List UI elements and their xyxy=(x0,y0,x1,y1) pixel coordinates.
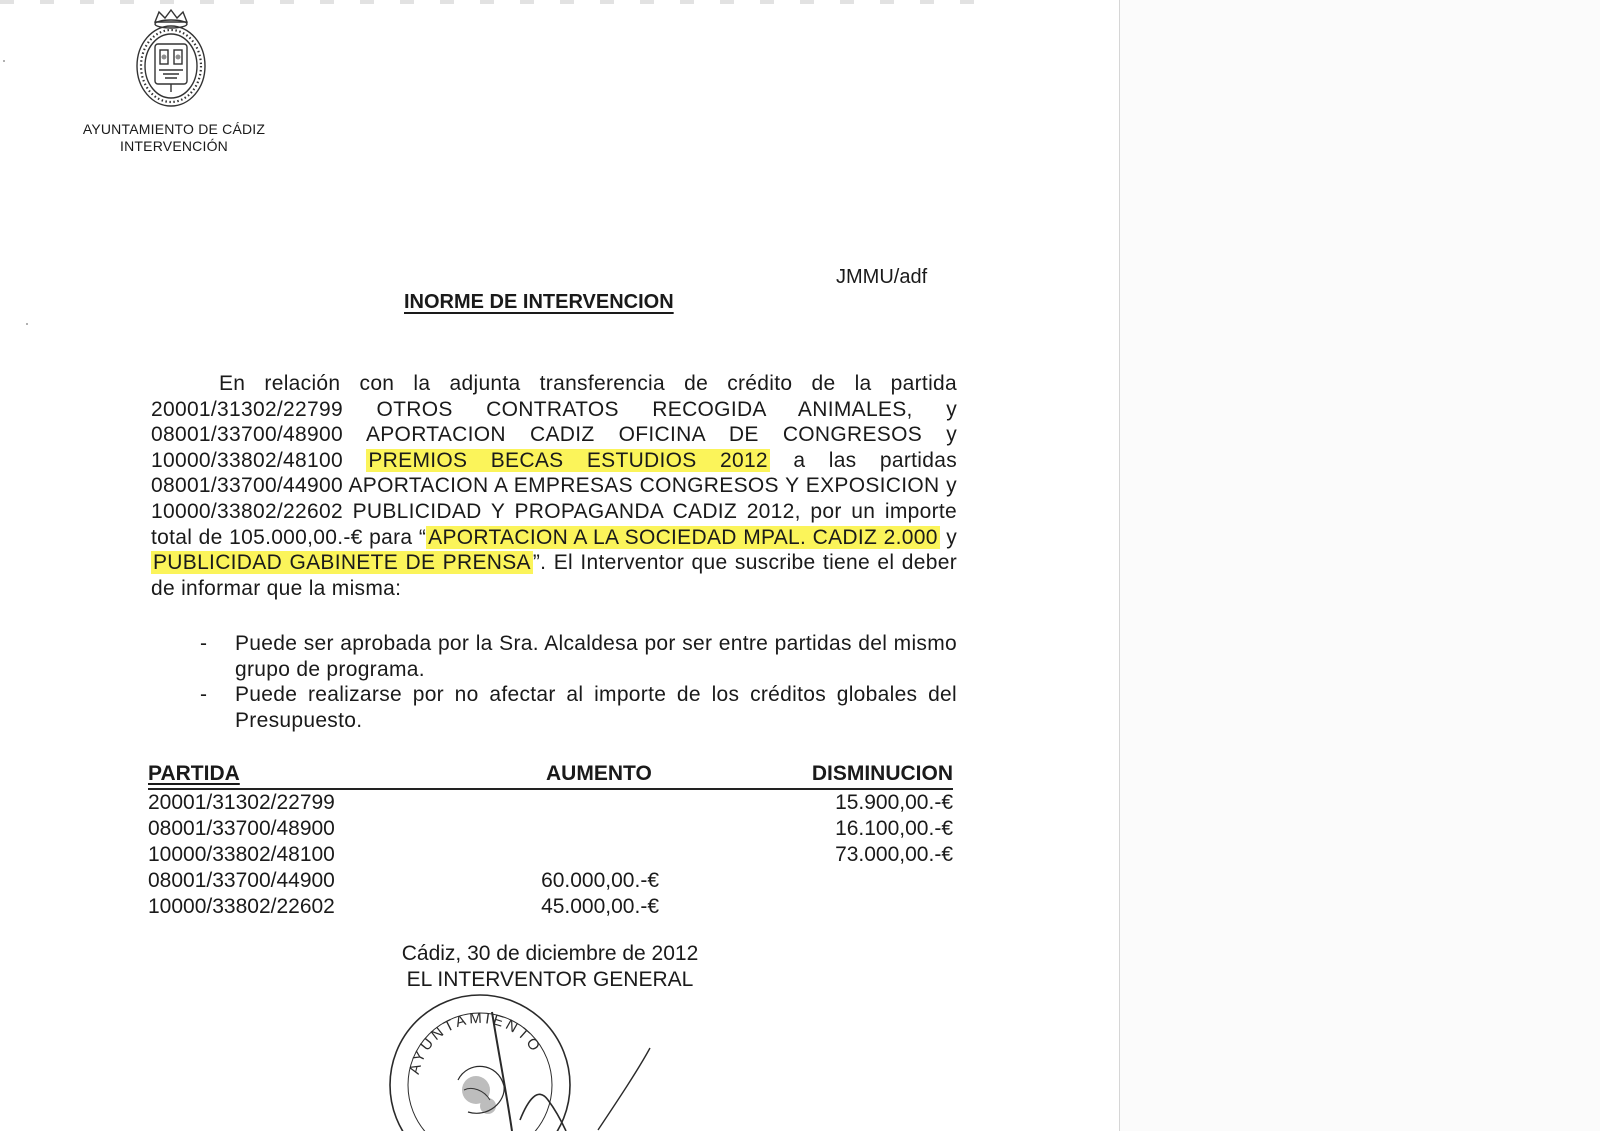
cell-partida: 20001/31302/22799 xyxy=(148,791,335,814)
column-header-partida: PARTIDA xyxy=(148,762,240,785)
highlighted-text: PREMIOS BECAS ESTUDIOS 2012 xyxy=(368,448,768,472)
signature-block xyxy=(350,941,750,993)
signatory-role: EL INTERVENTOR GENERAL xyxy=(406,968,694,991)
scan-speck xyxy=(3,60,5,62)
cell-disminucion: 15.900,00.-€ xyxy=(835,791,953,814)
place-date: Cádiz, 30 de diciembre de 2012 xyxy=(401,942,699,965)
cell-partida: 10000/33802/22602 xyxy=(148,895,335,918)
highlighted-text: APORTACION A LA SOCIEDAD MPAL. CADIZ 2.000 xyxy=(428,525,938,549)
body-text-part: ”. El Interventor que suscribe tiene el deber de informar que la misma: xyxy=(151,551,957,600)
table-row xyxy=(148,816,953,842)
cell-partida: 08001/33700/44900 xyxy=(148,869,335,892)
list-item-text: Puede realizarse por no afectar al importe de los créditos globales del Presupuesto. xyxy=(235,683,957,732)
list-item-text: Puede ser aprobada por la Sra. Alcaldesa por ser entre partidas del mismo grupo de programa. xyxy=(235,632,957,681)
cell-disminucion: 73.000,00.-€ xyxy=(835,843,953,866)
highlighted-text: PUBLICIDAD GABINETE DE PRENSA xyxy=(153,551,531,575)
body-text-part: a las partidas 08001/33700/44900 APORTACION A EMPRESAS CONGRESOS Y EXPOSICION y 10000/33802/22602 PUBLICIDAD Y PROPAGANDA CADIZ 2012, por un importe total de 105.000,00.-€ para “ xyxy=(151,448,957,549)
conditions-list xyxy=(200,631,957,733)
body-text-part: En relación con la adjunta transferencia de crédito de la partida 20001/31302/22799 OTROS CONTRATOS RECOGIDA ANIMALES, y 08001/33700/48900 APORTACION CADIZ OFICINA DE CONGRESOS y 10000/33802/48100 xyxy=(151,372,957,472)
cell-partida: 10000/33802/48100 xyxy=(148,843,335,866)
city-coat-of-arms-icon xyxy=(133,8,209,112)
list-item xyxy=(200,631,957,682)
budget-table xyxy=(148,760,953,920)
department-name: INTERVENCIÓN xyxy=(120,138,228,154)
report-paragraph xyxy=(151,371,957,601)
report-body xyxy=(151,371,957,601)
table-row xyxy=(148,868,953,894)
table-row xyxy=(148,842,953,868)
scanner-margin xyxy=(1120,0,1600,1131)
table-row xyxy=(148,894,953,920)
cell-aumento: 45.000,00.-€ xyxy=(541,895,659,918)
bullet-dash: - xyxy=(200,683,208,707)
scan-speck xyxy=(26,323,28,325)
column-header-aumento: AUMENTO xyxy=(546,762,652,785)
column-header-disminucion: DISMINUCION xyxy=(811,762,953,785)
list-item xyxy=(200,682,957,733)
svg-text:AYUNTAMIENTO xyxy=(406,1010,545,1076)
document-reference: JMMU/adf xyxy=(836,266,928,288)
document-title: INORME DE INTERVENCION xyxy=(404,291,674,313)
cell-partida: 08001/33700/48900 xyxy=(148,817,335,840)
official-seal-stamp-icon xyxy=(388,990,688,1131)
stamp-text: AYUNTAMIENTO xyxy=(405,1009,545,1077)
body-text-part: y xyxy=(939,525,957,549)
table-row xyxy=(148,790,953,816)
cell-disminucion: 16.100,00.-€ xyxy=(835,817,953,840)
bullet-dash: - xyxy=(200,632,208,655)
scan-artifact-top xyxy=(0,0,1000,4)
org-name: AYUNTAMIENTO DE CÁDIZ xyxy=(82,121,266,137)
table-header-row xyxy=(148,760,953,790)
page-edge xyxy=(1119,0,1120,1131)
cell-aumento: 60.000,00.-€ xyxy=(541,869,659,892)
